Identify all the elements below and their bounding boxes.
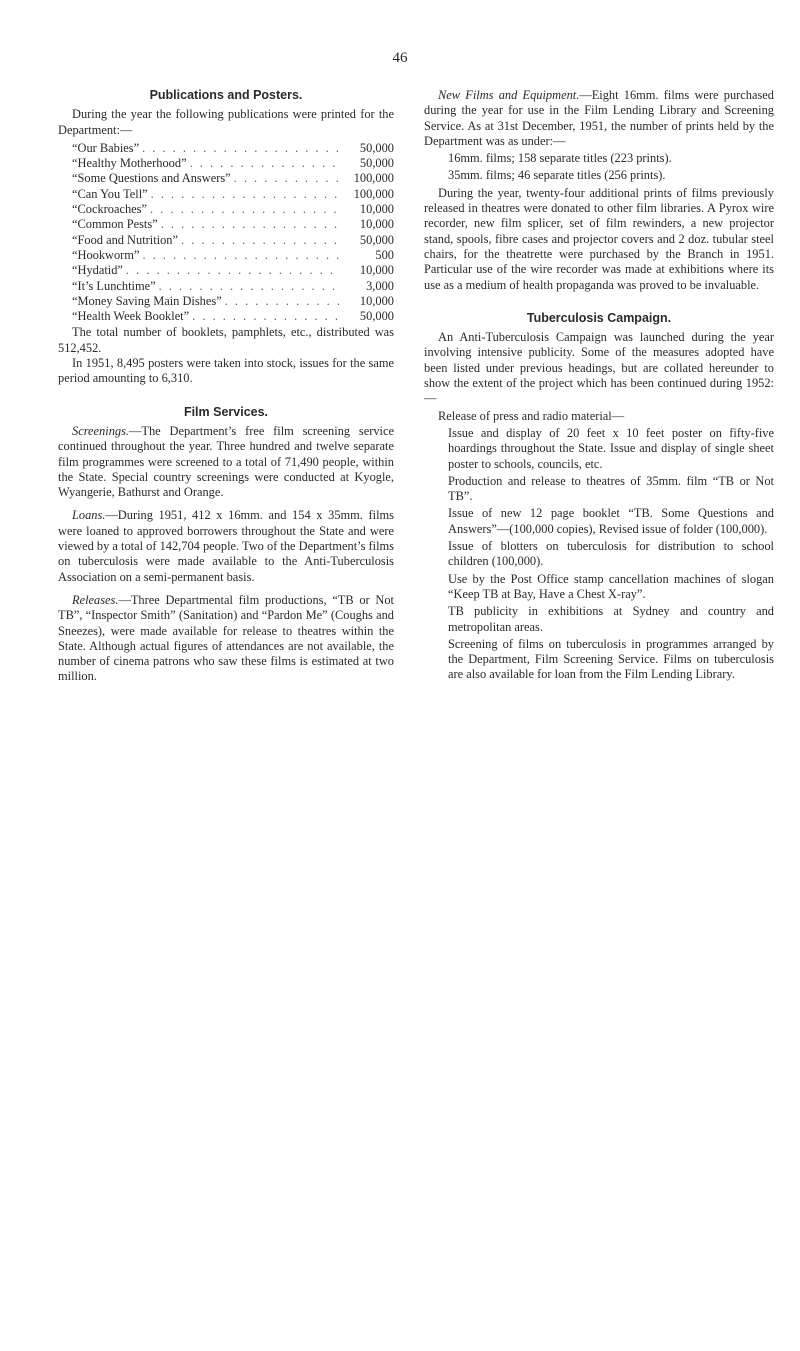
list-item: Issue of new 12 page booklet “TB. Some Questions and Answers”—(100,000 copies), Revised issue of folder (100,000).: [448, 506, 774, 536]
publications-intro: During the year the following publications were printed for the Department:—: [58, 107, 394, 137]
publication-count: 50,000: [359, 140, 394, 155]
tb-campaign-heading: Tuberculosis Campaign.: [526, 310, 672, 325]
equipment-text: —Eight 16mm. films were purchased during the year for use in the Film Lending Library and Screening Service. As at 31st December, 1951, the number of prints held by the Department was as under:—: [424, 88, 774, 148]
publication-count: 3,000: [366, 278, 394, 293]
publication-title: “It’s Lunchtime”: [72, 278, 156, 293]
list-item: [58, 279, 394, 294]
prints-35mm-line: 35mm. films; 46 separate titles (256 prints).: [448, 168, 666, 183]
left-column: [58, 88, 394, 685]
screenings-label: Screenings.: [72, 423, 130, 438]
posters-paragraph: In 1951, 8,495 posters were taken into stock, issues for the same period amounting to 6,310.: [58, 356, 394, 386]
right-column: [424, 88, 774, 685]
publication-count: 10,000: [359, 217, 394, 232]
equipment-label: New Films and Equipment.: [438, 88, 580, 102]
list-item: [58, 233, 394, 248]
publication-title: “Common Pests”: [72, 217, 158, 232]
list-item: Screening of films on tuberculosis in programmes arranged by the Department, Film Screening Service. Films on tuberculosis are also available for loan from the Film Lending Library.: [448, 636, 774, 682]
list-item: [58, 156, 394, 171]
list-item: [58, 141, 394, 156]
equipment-paragraph-2: During the year, twenty-four additional prints of films previously released in theatres were donated to other film libraries. A Pyrox wire recorder, new film splicer, set of film rewinders, a new projector stand, spools, fibre cases and projector covers and 2 doz. tubular steel chairs, for the theatrette were purchased by the Branch in 1951. Particular use of the wire recorder was made at exhibitions where its use as a medium of health propaganda was proved to be invaluable.: [424, 185, 774, 292]
publication-title: “Hookworm”: [72, 247, 140, 262]
publications-list: [58, 141, 394, 325]
list-item: [58, 171, 394, 186]
list-item: Production and release to theatres of 35mm. film “TB or Not TB”.: [448, 473, 774, 504]
publication-count: 50,000: [359, 156, 394, 171]
equipment-paragraph: [424, 88, 774, 149]
page-number: 46: [392, 50, 408, 66]
screenings-paragraph: [58, 424, 394, 500]
prints-16mm-line: 16mm. films; 158 separate titles (223 prints).: [448, 151, 672, 166]
loans-text: —During 1951, 412 x 16mm. and 154 x 35mm. films were loaned to approved borrowers throughout the State and were viewed by a total of 142,704 people. Two of the Department’s films on tuberculosis were made available to the Anti-Tuberculosis Association on a semi-permanent basis.: [58, 508, 394, 584]
releases-text: —Three Departmental film productions, “TB or Not TB”, “Inspector Smith” (Sanitation) and “Pardon Me” (Coughs and Sneezes), were made available for release to theatres within the State. Although actual figures of attendances are not available, the number of cinema patrons who saw these films is estimated at two million.: [58, 592, 394, 684]
tb-intro: An Anti-Tuberculosis Campaign was launched during the year involving intensive publicity. Some of the measures adopted have been listed under previous headings, but are collated hereunder to show the extent of the project which has been continued during 1952:—: [424, 330, 774, 406]
publications-total: The total number of booklets, pamphlets, etc., distributed was 512,452.: [58, 325, 394, 355]
list-item: Issue and display of 20 feet x 10 feet poster on fifty-five hoardings throughout the State. Issue and display of single sheet poster to schools, councils, etc.: [448, 425, 774, 471]
list-item: [58, 187, 394, 202]
list-item: [58, 248, 394, 263]
list-item: [58, 202, 394, 217]
list-item: Use by the Post Office stamp cancellation machines of slogan “Keep TB at Bay, Have a Chest X-ray”.: [448, 571, 774, 601]
publication-count: 100,000: [353, 171, 394, 186]
list-item: [58, 309, 394, 324]
publications-heading: Publications and Posters.: [149, 88, 303, 102]
publication-title: “Money Saving Main Dishes”: [72, 293, 222, 308]
publication-count: 50,000: [359, 232, 394, 247]
publication-count: 500: [375, 247, 394, 262]
publication-title: “Cockroaches”: [72, 202, 147, 217]
publication-title: “Hydatid”: [72, 263, 123, 278]
screenings-text: —The Department’s free film screening service continued throughout the year. Three hundred and twelve separate film programmes were screened to a total of 71,490 people, within the State. Special country screenings were conducted at Kyogle, Wyangerie, Bathurst and Orange.: [58, 423, 394, 500]
releases-label: Releases.: [72, 592, 119, 607]
list-item: [58, 217, 394, 232]
publication-count: 10,000: [359, 202, 394, 217]
film-services-heading: Film Services.: [183, 404, 269, 419]
publication-title: “Can You Tell”: [72, 186, 148, 201]
list-item: [58, 294, 394, 309]
loans-paragraph: [58, 508, 394, 584]
loans-label: Loans.: [72, 508, 106, 523]
publication-title: “Food and Nutrition”: [72, 232, 178, 247]
publication-title: “Healthy Motherhood”: [72, 156, 187, 171]
list-item: [58, 263, 394, 278]
tb-release-heading: Release of press and radio material—: [438, 408, 625, 423]
publication-title: “Health Week Booklet”: [72, 309, 190, 324]
publication-title: “Some Questions and Answers”: [72, 171, 231, 186]
publication-count: 50,000: [359, 309, 394, 324]
list-item: TB publicity in exhibitions at Sydney and country and metropolitan areas.: [448, 604, 774, 634]
publication-count: 10,000: [359, 263, 394, 278]
publication-count: 100,000: [353, 186, 394, 201]
publication-title: “Our Babies”: [72, 140, 140, 155]
publication-count: 10,000: [359, 293, 394, 308]
releases-paragraph: [58, 593, 394, 685]
list-item: Issue of blotters on tuberculosis for distribution to school children (100,000).: [448, 539, 774, 569]
